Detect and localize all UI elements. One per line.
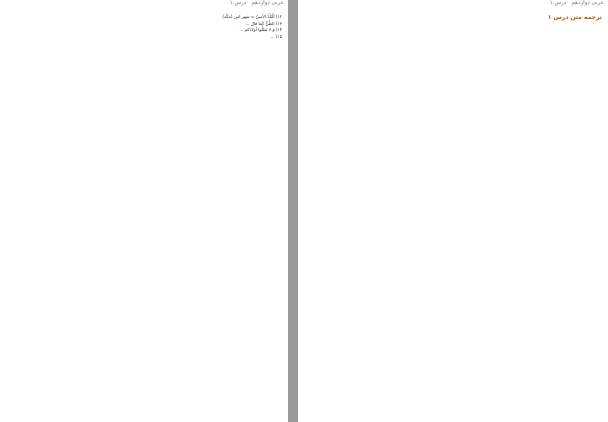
section-title: ترجمه متن درس ۱ (547, 14, 602, 21)
page-left (0, 0, 288, 422)
page-header: عربی دوازدهم درس ۱ (229, 0, 284, 6)
page-right (298, 0, 608, 422)
translation-line: ۱۵) ... (270, 33, 282, 39)
page-spine (288, 0, 298, 422)
translation-line: ۱۳) الظَّنُّ کَما قالَ ... (245, 20, 282, 26)
translation-line: ۱۴) وَ لا تَقتُلُوا أولادَکم ... (239, 27, 282, 33)
translation-line: ۱۲) اَلْبَلْدُ الأمینُ = شهر امن (مکّه) (222, 14, 282, 19)
page-header: عربی دوازدهم درس ۱ (549, 0, 604, 6)
